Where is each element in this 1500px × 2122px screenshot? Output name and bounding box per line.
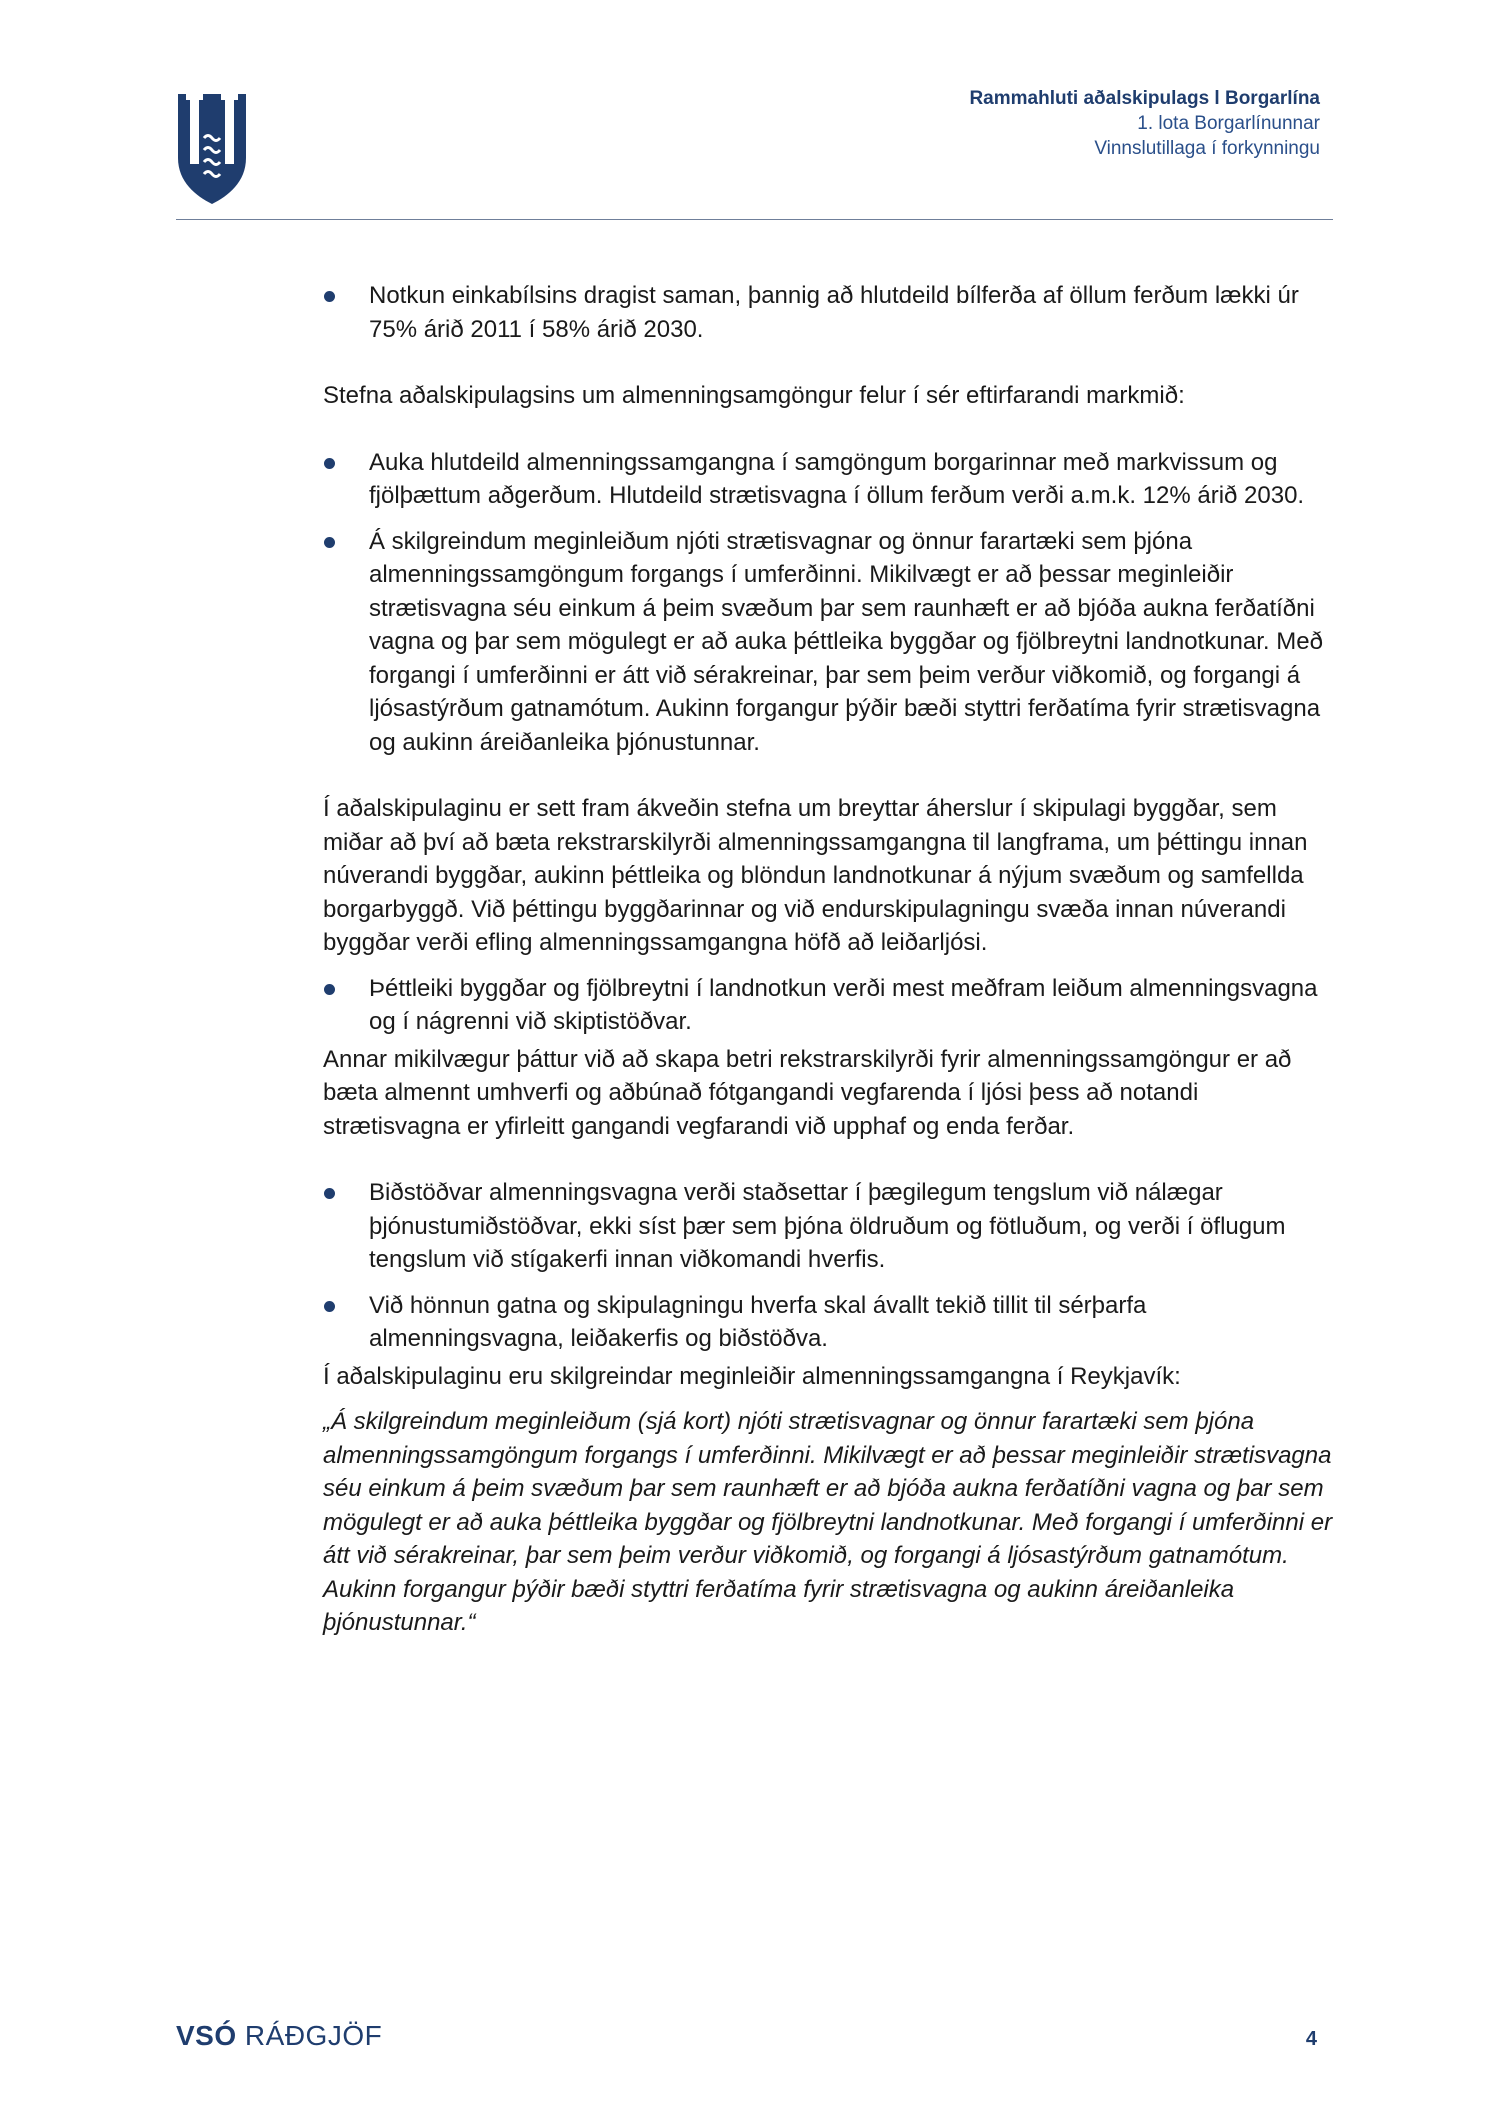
header-subtitle: 1. lota Borgarlínunnar <box>1137 113 1320 134</box>
bullet-dot-icon <box>324 984 335 995</box>
bullet-dot-icon <box>324 1188 335 1199</box>
paragraph: Í aðalskipulaginu er sett fram ákveðin stefna um breyttar áherslur í skipulagi byggðar, sem miðar að því að bæta rekstrarskilyrði almenningssamgangna til langframa, um þéttingu innan núverandi byggðar, aukinn þéttleika og blöndun landnotkunar á nýjum svæðum og samfellda borgarbyggð. Við þéttingu byggðarinnar og við endurskipulagningu svæða innan núverandi byggðar verði efling almenningssamgangna höfð að leiðarljósi. <box>323 795 1308 956</box>
list-item: Biðstöðvar almenningsvagna verði staðsettar í þægilegum tengslum við nálægar þjónustumiðstöðvar, ekki síst þær sem þjóna öldruðum og fötluðum, og verði í öflugum tengslum við stígakerfi innan viðkomandi hverfis. <box>323 1176 1333 1277</box>
bullet-dot-icon <box>324 537 335 548</box>
quotation: „Á skilgreindum meginleiðum (sjá kort) njóti strætisvagnar og önnur farartæki sem þjóna almenningssamgöngum forgangs í umferðinni. Mikilvægt er að þessar meginleiðir strætisvagna séu einkum á þeim svæðum þar sem raunhæft er að bjóða aukna ferðatíðni vagna og þar sem mögulegt er að auka þéttleika byggðar og fjölbreytni landnotkunar. Með forgangi í umferðinni er átt við sérakreinar, þar sem þeim verður viðkomið, og forgangi á ljósastýrðum gatnamótum. Aukinn forgangur þýðir bæði styttri ferðatíma fyrir strætisvagna og aukinn áreiðanleika þjónustunnar.“ <box>323 1408 1333 1636</box>
list-item: Þéttleiki byggðar og fjölbreytni í landnotkun verði mest meðfram leiðum almenningsvagna og í nágrenni við skiptistöðvar. <box>323 972 1333 1039</box>
bullet-list <box>323 972 1333 1039</box>
paragraph: Í aðalskipulaginu eru skilgreindar meginleiðir almenningssamgangna í Reykjavík: <box>323 1362 1181 1390</box>
document-header <box>969 86 1320 161</box>
bullet-dot-icon <box>324 291 335 302</box>
brand-name-rest: RÁÐGJÖF <box>244 2020 383 2051</box>
bullet-list <box>323 1176 1333 1356</box>
list-item: Auka hlutdeild almenningssamgangna í samgöngum borgarinnar með markvissum og fjölþættum aðgerðum. Hlutdeild strætisvagna í öllum ferðum verði a.m.k. 12% árið 2030. <box>323 446 1333 513</box>
page-number: 4 <box>1305 2028 1317 2050</box>
list-item: Notkun einkabílsins dragist saman, þannig að hlutdeild bílferða af öllum ferðum lækki úr 75% árið 2011 í 58% árið 2030. <box>323 279 1333 346</box>
document-body <box>323 279 1333 1640</box>
bullet-list <box>323 446 1333 760</box>
header-status: Vinnslutillaga í forkynningu <box>1094 138 1320 159</box>
footer-brand-logo <box>176 2020 382 2052</box>
bullet-dot-icon <box>324 1301 335 1312</box>
brand-name-bold: VSÓ <box>176 2020 237 2051</box>
paragraph: Annar mikilvægur þáttur við að skapa betri rekstrarskilyrði fyrir almenningssamgöngur er að bæta almennt umhverfi og aðbúnað fótgangandi vegfarenda í ljósi þess að notandi strætisvagna er yfirleitt gangandi vegfarandi við upphaf og enda ferðar. <box>323 1045 1292 1140</box>
list-item: Á skilgreindum meginleiðum njóti strætisvagnar og önnur farartæki sem þjóna almenningssamgöngum forgangs í umferðinni. Mikilvægt er að þessar meginleiðir strætisvagna séu einkum á þeim svæðum þar sem raunhæft er að bjóða aukna ferðatíðni vagna og þar sem mögulegt er að auka þéttleika byggðar og fjölbreytni landnotkunar. Með forgangi í umferðinni er átt við sérakreinar, þar sem þeim verður viðkomið, og forgangi á ljósastýrðum gatnamótum. Aukinn forgangur þýðir bæði styttri ferðatíma fyrir strætisvagna og aukinn áreiðanleika þjónustunnar. <box>323 525 1333 760</box>
header-divider <box>176 219 1333 220</box>
paragraph: Stefna aðalskipulagsins um almenningsamgöngur felur í sér eftirfarandi markmið: <box>323 382 1185 409</box>
list-item: Við hönnun gatna og skipulagningu hverfa skal ávallt tekið tillit til sérþarfa almenningsvagna, leiðakerfis og biðstöðva. <box>323 1289 1333 1356</box>
bullet-dot-icon <box>324 458 335 469</box>
header-title: Rammahluti aðalskipulags l Borgarlína <box>969 88 1320 109</box>
reykjavik-coat-of-arms-icon <box>176 92 248 206</box>
bullet-list <box>323 279 1333 346</box>
